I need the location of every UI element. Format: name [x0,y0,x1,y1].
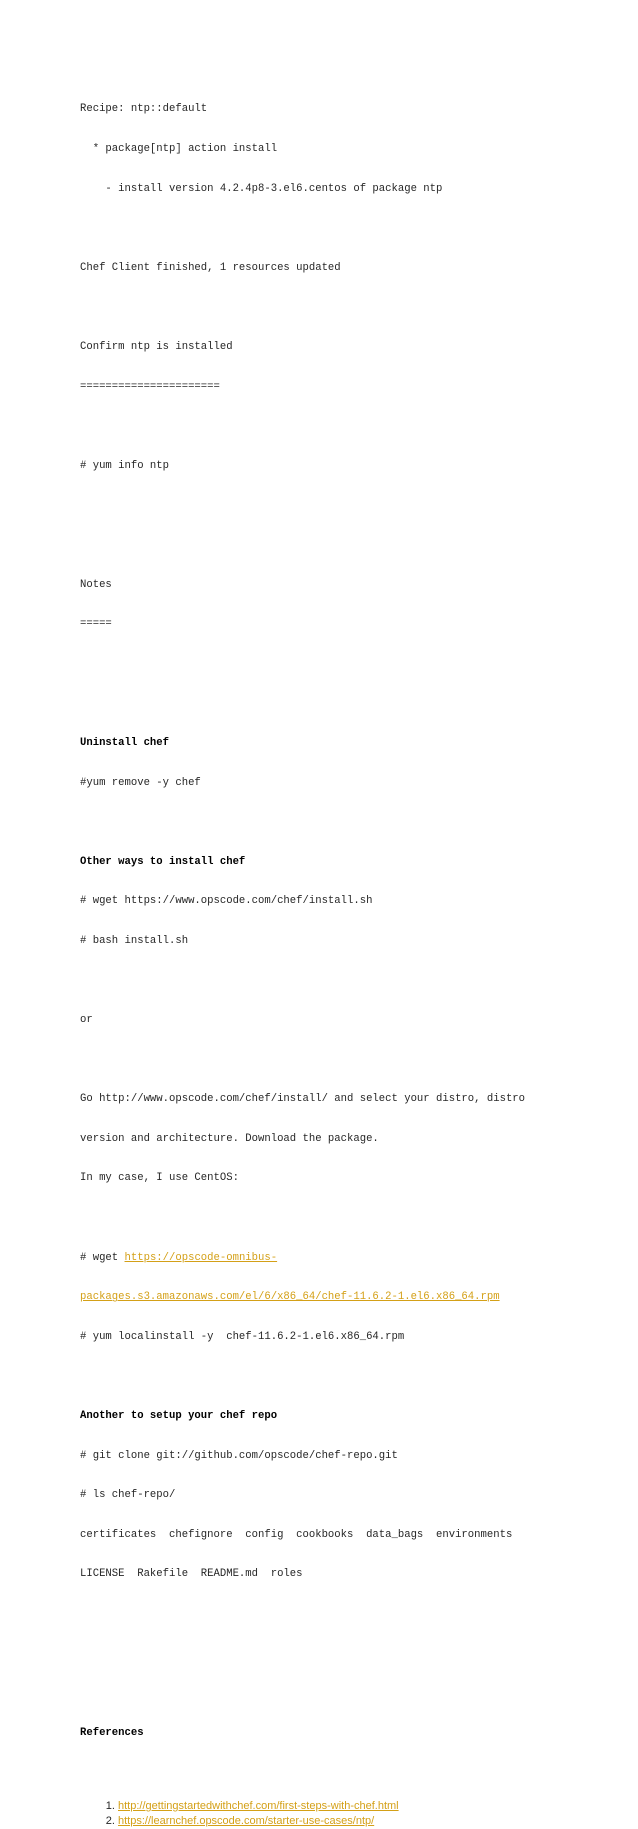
wget-install-command: # wget https://www.opscode.com/chef/install.sh [80,895,373,908]
document-page [80,77,580,1829]
rpm-link-line-2 [80,1291,580,1304]
install-desc-line-3: In my case, I use CentOS: [80,1172,239,1185]
repo-listing-2: LICENSE Rakefile README.md roles [80,1568,303,1581]
list-item [118,1814,580,1829]
install-desc-line-1: Go http://www.opscode.com/chef/install/ and select your distro, distro [80,1093,526,1106]
or-text: or [80,1014,93,1027]
chef-finished-line: Chef Client finished, 1 resources updated [80,261,341,274]
recipe-block [80,77,580,1799]
bash-install-command: # bash install.sh [80,934,189,947]
rpm-link-part-2[interactable]: packages.s3.amazonaws.com/el/6/x86_64/chef-11.6.2-1.el6.x86_64.rpm [80,1291,500,1304]
reference-link-2[interactable]: https://learnchef.opscode.com/starter-use-cases/ntp/ [118,1814,375,1827]
git-clone-command: # git clone git://github.com/opscode/chef-repo.git [80,1449,398,1462]
recipe-line: Recipe: ntp::default [80,103,208,116]
other-ways-heading: Other ways to install chef [80,855,246,868]
wget-prefix: # wget [80,1251,125,1264]
confirm-underline: ====================== [80,380,220,393]
uninstall-command: #yum remove -y chef [80,776,201,789]
wget-rpm-line [80,1252,580,1265]
localinstall-command: # yum localinstall -y chef-11.6.2-1.el6.x86_64.rpm [80,1330,405,1343]
notes-title: Notes [80,578,112,591]
confirm-title: Confirm ntp is installed [80,340,233,353]
reference-link-1[interactable]: http://gettingstartedwithchef.com/first-steps-with-chef.html [118,1799,399,1812]
recipe-package-line: * package[ntp] action install [80,143,278,155]
install-desc-line-2: version and architecture. Download the package. [80,1132,379,1145]
confirm-command: # yum info ntp [80,459,170,472]
recipe-install-line: - install version 4.2.4p8-3.el6.centos of package ntp [80,182,443,195]
repo-listing-1: certificates chefignore config cookbooks data_bags environments [80,1528,513,1541]
repo-heading: Another to setup your chef repo [80,1410,278,1422]
references-list [80,1799,580,1829]
list-item [118,1799,580,1814]
ls-command: # ls chef-repo/ [80,1489,176,1502]
references-heading: References [80,1726,144,1739]
uninstall-heading: Uninstall chef [80,736,170,749]
notes-underline: ===== [80,618,112,631]
rpm-link-part-1[interactable]: https://opscode-omnibus- [124,1251,278,1264]
